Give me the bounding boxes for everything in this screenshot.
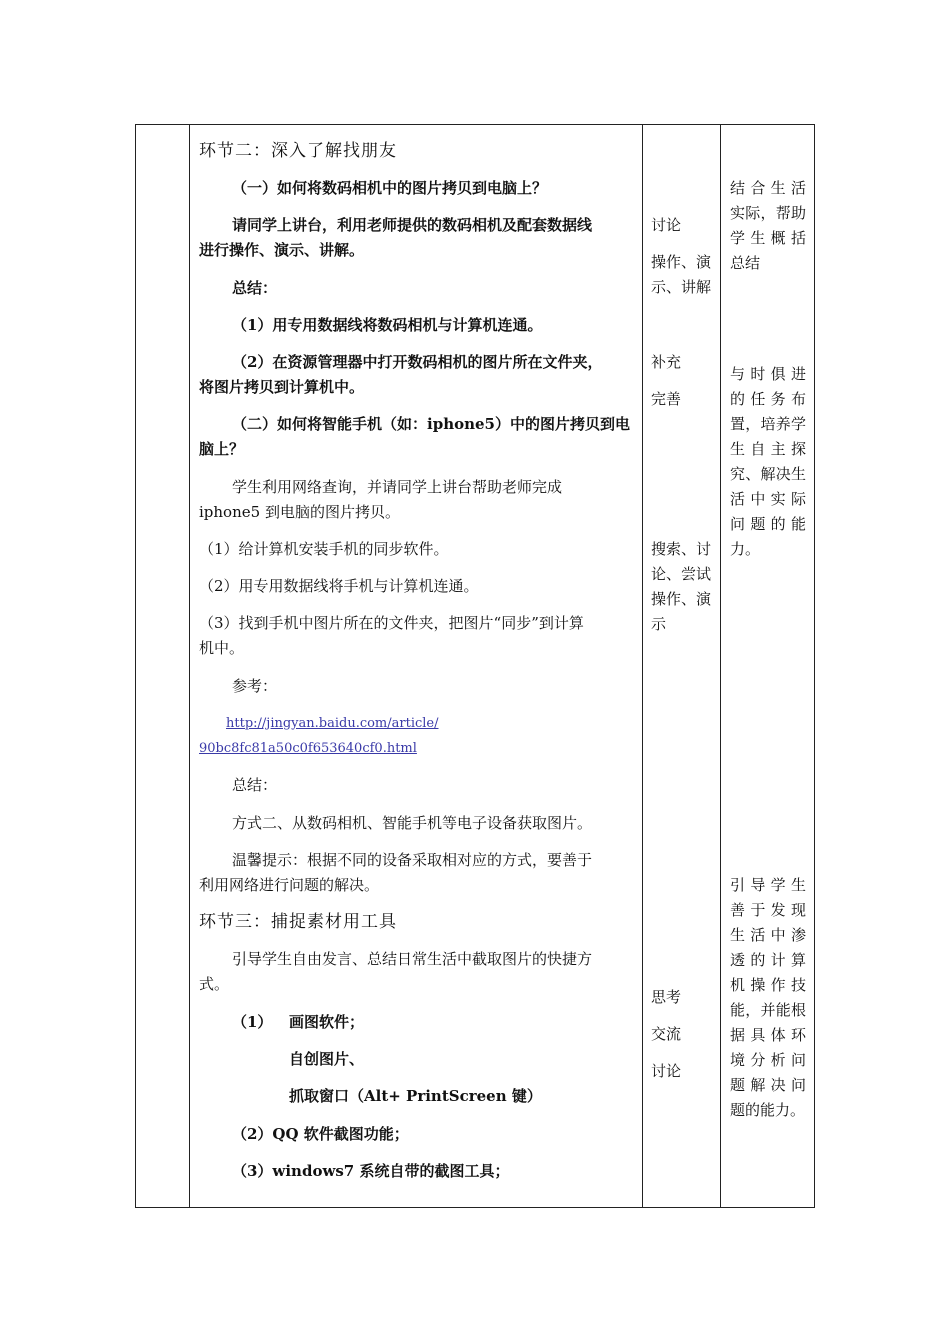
paragraph-2-line1: 学生利用网络查询，并请同学上讲台帮助老师完成 [232,478,563,496]
question-1: （一）如何将数码相机中的图片拷贝到电脑上？ [232,179,548,197]
tip-line1: 温馨提示：根据不同的设备采取相对应的方式，要善于 [232,851,593,869]
activity-think: 思考 [651,988,682,1006]
column-divider [720,125,721,1207]
column-divider [642,125,643,1207]
intent-2-line: 力。 [730,540,761,558]
activity-search-line3: 操作、演 [651,590,712,608]
tool-1-sub1: 自创图片、 [289,1050,365,1068]
tool-1-name: 画图软件； [289,1013,365,1031]
activity-operate-line2: 示、讲解 [651,278,712,296]
sync-step-1: （1）给计算机安装手机的同步软件。 [199,540,449,558]
tool-1-number: （1） [232,1013,273,1031]
intent-1-line: 学生概括 [730,229,806,247]
intent-2-line: 活中实际 [730,490,806,508]
intent-3-line: 境分析问 [730,1051,806,1069]
activity-discuss-2: 讨论 [651,1062,682,1080]
tool-2: （2）QQ 软件截图功能； [232,1125,409,1143]
section3-heading: 环节三：捕捉素材用工具 [199,912,397,932]
intent-2-line: 问题的能 [730,515,806,533]
intent-3-line: 据具体环 [730,1026,806,1044]
intent-3-line: 引导学生 [730,876,806,894]
sync-step-3-line2: 机中。 [199,639,245,657]
intent-1-line: 实际，帮助 [730,204,806,222]
section2-heading: 环节二：深入了解找朋友 [199,141,397,161]
intent-3 [730,873,806,1123]
tool-1-sub2: 抓取窗口（Alt+ PrintScreen 键） [289,1087,542,1105]
intent-3-line: 能，并能根 [730,1001,806,1019]
question-2-line2: 脑上？ [199,440,245,458]
activity-search-line4: 示 [651,615,667,633]
tool-3: （3）windows7 系统自带的截图工具； [232,1162,510,1180]
step-1: （1）用专用数据线将数码相机与计算机连通。 [232,316,543,334]
activity-search-line1: 搜索、讨 [651,540,712,558]
intent-3-line: 题的能力。 [730,1101,806,1119]
activity-exchange: 交流 [651,1025,682,1043]
intent-3-line: 生活中渗 [730,926,806,944]
intent-3-line: 透的计算 [730,951,806,969]
reference-link-line1[interactable]: http://jingyan.baidu.com/article/ [226,716,439,731]
sync-step-2: （2）用专用数据线将手机与计算机连通。 [199,577,479,595]
intent-2-line: 的任务布 [730,390,806,408]
sync-step-3-line1: （3）找到手机中图片所在的文件夹，把图片“同步”到计算 [199,614,584,632]
step-2-line2: 将图片拷贝到计算机中。 [199,378,365,396]
activity-operate-line1: 操作、演 [651,253,712,271]
paragraph-1-line1: 请同学上讲台，利用老师提供的数码相机及配套数据线 [232,216,593,234]
intent-2 [730,362,806,562]
activity-discuss: 讨论 [651,216,682,234]
intent-3-line: 善于发现 [730,901,806,919]
activity-search-line2: 论、尝试 [651,565,712,583]
reference-link-line2[interactable]: 90bc8fc81a50c0f653640cf0.html [199,741,417,756]
summary2-label: 总结： [232,776,278,794]
paragraph-1-line2: 进行操作、演示、讲解。 [199,241,365,259]
intent-1-line: 总结 [730,254,761,272]
question-2-line1: （二）如何将智能手机（如：iphone5）中的图片拷贝到电 [232,415,630,433]
summary-label: 总结： [232,279,278,297]
intent-1 [730,176,806,276]
intent-1-line: 结合生活 [730,179,806,197]
intent-2-line: 置，培养学 [730,415,806,433]
activity-supplement: 补充 [651,353,682,371]
tip-line2: 利用网络进行问题的解决。 [199,876,380,894]
intent-2-line: 究、解决生 [730,465,806,483]
intent-3-line: 题解决问 [730,1076,806,1094]
intent-2-line: 与时俱进 [730,365,806,383]
section3-intro-line1: 引导学生自由发言、总结日常生活中截取图片的快捷方 [232,950,593,968]
method-2: 方式二、从数码相机、智能手机等电子设备获取图片。 [232,814,593,832]
section3-intro-line2: 式。 [199,975,230,993]
step-2-line1: （2）在资源管理器中打开数码相机的图片所在文件夹， [232,353,603,371]
column-divider [189,125,190,1207]
reference-label: 参考： [232,677,278,695]
intent-2-line: 生自主探 [730,440,806,458]
activity-improve: 完善 [651,390,682,408]
lesson-table [135,124,815,1208]
paragraph-2-line2: iphone5 到电脑的图片拷贝。 [199,503,400,521]
intent-3-line: 机操作技 [730,976,806,994]
